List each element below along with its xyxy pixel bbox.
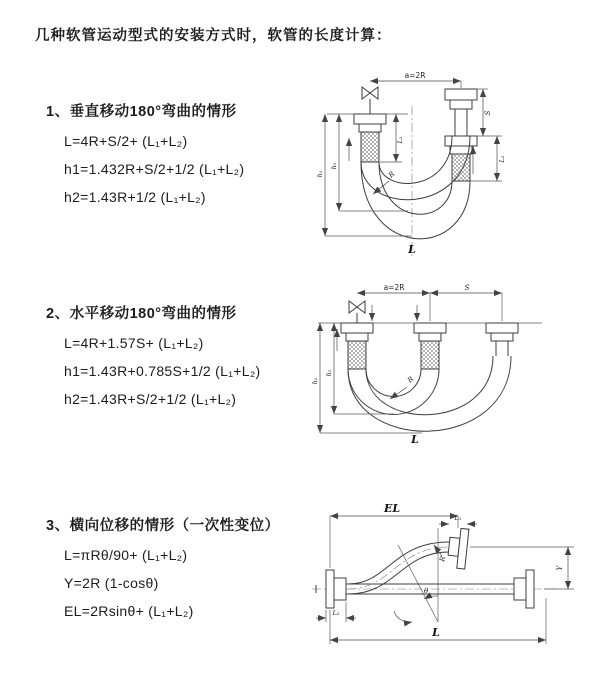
dim-label-l: L xyxy=(408,243,416,256)
section-2 xyxy=(46,302,316,407)
formula-Y: Y=2R (1-cosθ) xyxy=(64,575,159,591)
dim-label-theta: θ xyxy=(424,587,429,595)
dim-label-l: L xyxy=(432,626,440,639)
section-3-heading: 3、横向位移的情形（一次性变位） xyxy=(46,518,280,534)
dim-label-l: L xyxy=(411,433,419,446)
braided-hose-section xyxy=(421,341,439,369)
middle-flange xyxy=(414,323,446,369)
dim-label-a2r: a=2R xyxy=(383,283,405,292)
dim-label-l1-right: L₁ xyxy=(498,155,506,163)
braided-hose-section xyxy=(348,341,366,369)
formula-h2: h2=1.43R+1/2 (L₁+L₂) xyxy=(64,189,206,205)
dim-label-s: S xyxy=(484,110,492,116)
diagram-lateral-displacement xyxy=(298,498,598,663)
dim-label-y: Y xyxy=(556,565,564,571)
right-lower-flange xyxy=(514,570,534,608)
formula-h1: h1=1.432R+S/2+1/2 (L₁+L₂) xyxy=(64,161,245,177)
right-flange-upper xyxy=(445,89,477,136)
section-2-heading: 2、水平移动180°弯曲的情形 xyxy=(46,306,237,322)
formula-L: L=πRθ/90+ (L₁+L₂) xyxy=(64,547,188,563)
dim-label-l2: L₂ xyxy=(332,609,340,617)
formula-h1: h1=1.43R+0.785S+1/2 (L₁+L₂) xyxy=(64,363,261,379)
dim-label-r: R xyxy=(406,375,416,385)
valve-icon xyxy=(349,301,365,323)
formula-h2: h2=1.43R+S/2+1/2 (L₁+L₂) xyxy=(64,391,237,407)
left-flange xyxy=(341,323,373,369)
left-flange xyxy=(326,570,346,608)
page-title: 几种软管运动型式的安装方式时，软管的长度计算： xyxy=(35,28,392,44)
dim-label-h1: h₁ xyxy=(316,170,324,178)
section-1-heading: 1、垂直移动180°弯曲的情形 xyxy=(46,104,237,120)
dim-label-el: EL xyxy=(383,502,401,515)
formula-L: L=4R+S/2+ (L₁+L₂) xyxy=(64,133,188,149)
diagram-horizontal-180-bend xyxy=(310,281,600,456)
formula-L: L=4R+1.57S+ (L₁+L₂) xyxy=(64,335,204,351)
dim-label-r: R xyxy=(438,555,448,563)
dim-label-l1-left: L₁ xyxy=(396,136,404,144)
hose-curves xyxy=(348,542,449,594)
dim-label-s: S xyxy=(464,284,470,292)
right-upper-flange xyxy=(447,527,469,569)
dim-label-h2: h₂ xyxy=(325,369,333,377)
formula-EL: EL=2Rsinθ+ (L₁+L₂) xyxy=(64,603,194,619)
dim-label-a2r: a=2R xyxy=(404,71,426,80)
right-flange-lower xyxy=(445,136,477,181)
dim-label-h1: h₁ xyxy=(311,377,319,385)
diagram-vertical-180-bend xyxy=(313,66,598,266)
braided-hose-section xyxy=(361,132,379,162)
right-flange xyxy=(486,323,518,356)
dim-label-l1: L₁ xyxy=(454,514,462,522)
section-1 xyxy=(46,100,316,205)
left-flange xyxy=(354,114,386,162)
dim-label-r: R xyxy=(387,170,397,180)
dim-label-h2: h₂ xyxy=(330,162,338,170)
section-3 xyxy=(46,514,316,619)
valve-icon xyxy=(362,87,378,114)
angle-construction xyxy=(394,528,438,622)
